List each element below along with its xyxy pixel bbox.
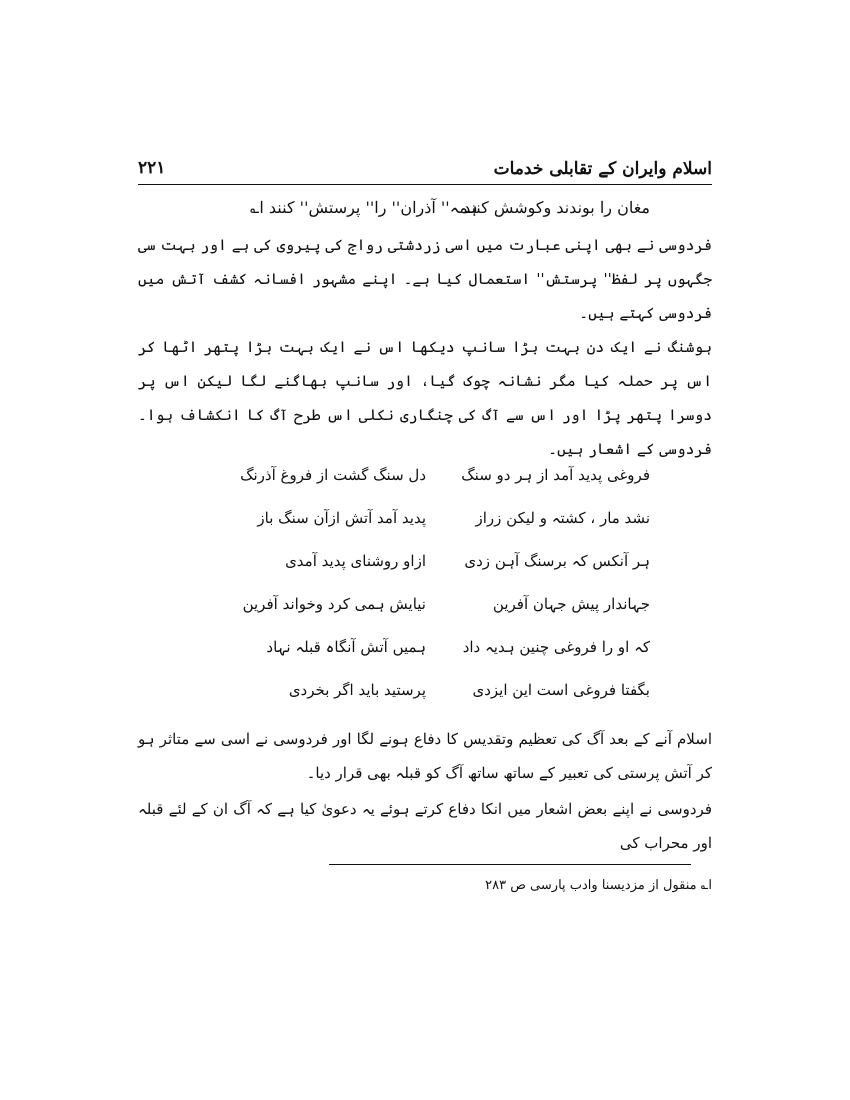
page-number: ۲۲۱ [138, 158, 166, 178]
verse-row [200, 542, 650, 585]
verse-row [200, 585, 650, 628]
opening-couplet-first: مغان را بوندند وکوشش کنند [463, 198, 650, 217]
verse-row [200, 628, 650, 671]
verse-hemistich-left: ہمیں آتش آنگاہ قبلہ نہاد [266, 638, 426, 656]
verse-hemistich-left: پدید آمد آتش ازآن سنگ باز [257, 509, 426, 527]
verse-hemistich-right: فروغی پدید آمد از ہر دو سنگ [461, 466, 650, 484]
verse-hemistich-right: نشد مار ، کشتہ و لیکن زراز [475, 509, 650, 527]
verse-hemistich-left: پرستید باید اگر بخردی [288, 681, 426, 699]
verse-hemistich-left: ازاو روشنای پدید آمدی [285, 552, 426, 570]
verse-hemistich-left: دل سنگ گشت از فروغ آذرنگ [240, 466, 426, 484]
verse-hemistich-right: کہ او را فروغی چنین ہدیہ داد [462, 638, 650, 656]
paragraph-4: فردوسی نے اپنے بعض اشعار میں انکا دفاع کرتے ہوئے یہ دعویٰ کیا ہے کہ آگ ان کے لئے قبلہ اور محراب کی [138, 800, 712, 852]
paragraph-3: اسلام آنے کے بعد آگ کی تعظیم وتقدیس کا دفاع ہونے لگا اور فردوسی نے اسی سے متاثر ہو کر آتش پرستی کی تعبیر کے ساتھ ساتھ آگ کو قبلہ بھی قرار دیا۔ [138, 730, 712, 782]
paragraph-2: ہوشنگ نے ایک دن بہت بڑا سانپ دیکھا اس نے ایک بہت بڑا پتھر اٹھا کر اس پر حملہ کیا مگر نشانہ چوک گیا، اور سانپ بھاگنے لگا لیکن اس پر دوسرا پتھر پڑا اور اس سے آگ کی چنگاری نکلی اس طرح آگ کا انکشاف ہوا۔ فردوسی کے اشعار ہیں۔ [138, 338, 712, 458]
header-rule [138, 184, 712, 185]
verse-row [200, 671, 650, 714]
verse-row [200, 499, 650, 542]
footnote: ا؎ منقول از مزدیسنا وادب پارسی ص ۲۸۳ [485, 878, 712, 893]
opening-couplet [250, 198, 650, 226]
verse-hemistich-right: جہاندار پیش جہان آفرین [492, 595, 650, 613]
opening-couplet-second: ہمہ'' آذران'' را'' پرستش'' کنند ا؎ [250, 198, 478, 217]
verse-hemistich-right: بگفتا فروغی است این ایزدی [472, 681, 650, 699]
verse-block [200, 456, 650, 714]
running-head: اسلام وایران کے تقابلی خدمات [493, 159, 712, 179]
paragraph-1: فردوسی نے بھی اپنی عبارت میں اسی زردشتی رواج کی پیروی کی ہے اور بہت سی جگہوں پر لفظ'' پرستش'' استعمال کیا ہے۔ اپنے مشہور افسانہ کشف آتش میں فردوسی کہتے ہیں۔ [138, 236, 712, 322]
footnote-rule [329, 864, 691, 865]
verse-hemistich-right: ہر آنکس کہ برسنگ آہن زدی [464, 552, 650, 570]
verse-hemistich-left: نیایش ہمی کرد وخواند آفرین [242, 595, 426, 613]
verse-row [200, 456, 650, 499]
page-header [138, 158, 712, 184]
